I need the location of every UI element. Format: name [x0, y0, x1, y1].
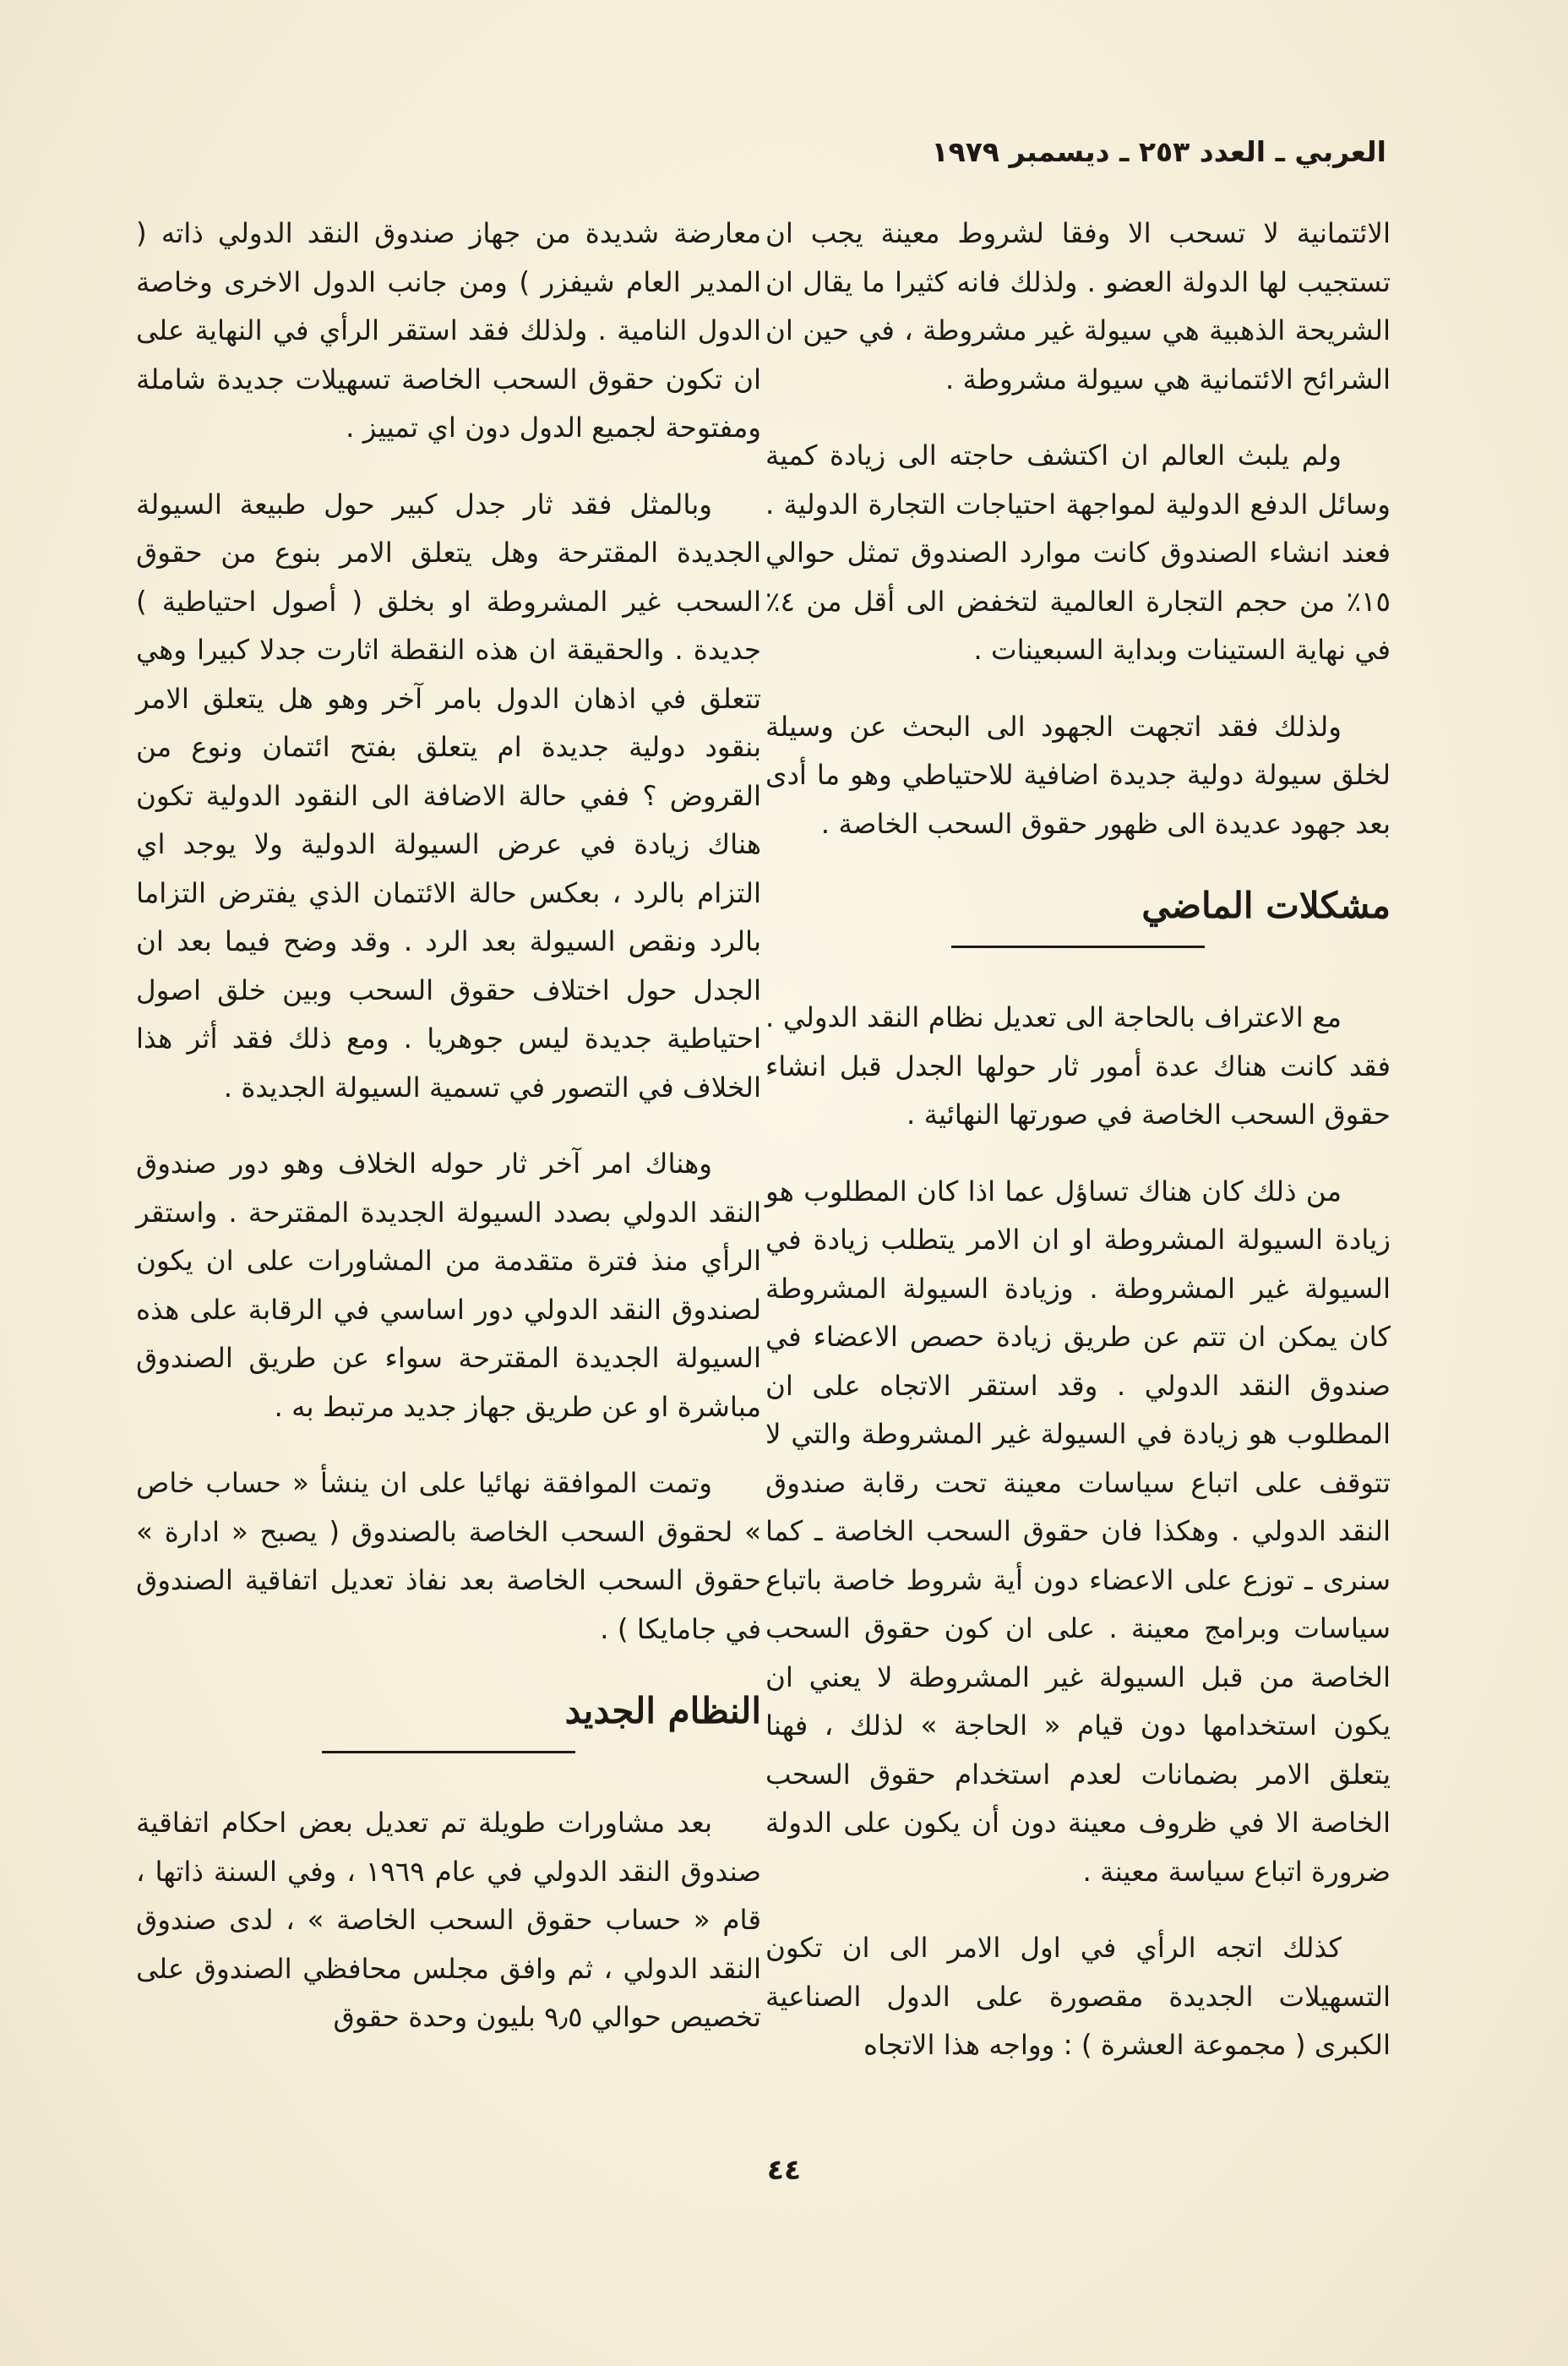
paragraph: مع الاعتراف بالحاجة الى تعديل نظام النقد الدولي . فقد كانت هناك عدة أمور ثار حولها الجدل قبل انشاء حقوق السحب الخاصة في صورتها النهائية .	[765, 1001, 1391, 1131]
left-column	[136, 210, 761, 2070]
section-heading-past-problems: مشكلات الماضي	[1141, 885, 1391, 926]
paragraph: وبالمثل فقد ثار جدل كبير حول طبيعة السيولة الجديدة المقترحة وهل يتعلق الامر بنوع من حقوق السحب غير المشروطة او بخلق ( أصول احتياطية ) جديدة . والحقيقة ان هذه النقطة اثارت جدلا كبيرا وهي تتعلق في اذهان الدول بامر آخر وهو هل يتعلق الامر بنقود دولية جديدة ام يتعلق بفتح ائتمان ونوع من القروض ؟ ففي حالة الاضافة الى النقود الدولية تكون هناك زيادة في عرض السيولة الدولية ولا يوجد اي التزام بالرد ، بعكس حالة الائتمان الذي يفترض التزاما بالرد ونقص السيولة بعد الرد . وقد وضح فيما بعد ان الجدل حول اختلاف حقوق السحب وبين خلق اصول احتياطية جديدة ليس جوهريا . ومع ذلك فقد أثر هذا الخلاف في التصور في تسمية السيولة الجديدة .	[136, 488, 761, 1104]
paragraph: ولم يلبث العالم ان اكتشف حاجته الى زيادة كمية وسائل الدفع الدولية لمواجهة احتياجات التجارة الدولية . فعند انشاء الصندوق كانت موارد الصندوق تمثل حوالي ١٥٪ من حجم التجارة العالمية لتخفض الى أقل من ٤٪ في نهاية الستينات وبداية السبعينات .	[765, 439, 1391, 666]
right-column	[765, 210, 1391, 2098]
running-header: العربي ـ العدد ٢٥٣ ـ ديسمبر ١٩٧٩	[931, 135, 1386, 168]
paragraph: وهناك امر آخر ثار حوله الخلاف وهو دور صندوق النقد الدولي بصدد السيولة الجديدة المقترحة . واستقر الرأي منذ فترة متقدمة من المشاورات على ان يكون لصندوق النقد الدولي دور اساسي في الرقابة على هذه السيولة الجديدة المقترحة سواء عن طريق الصندوق مباشرة او عن طريق جهاز جديد مرتبط به .	[136, 1148, 761, 1423]
section-heading-new-system: النظام الجديد	[564, 1690, 761, 1731]
paragraph: كذلك اتجه الرأي في اول الامر الى ان تكون التسهيلات الجديدة مقصورة على الدول الصناعية الكبرى ( مجموعة العشرة ) : وواجه هذا الاتجاه	[765, 1932, 1391, 2061]
paragraph: ولذلك فقد اتجهت الجهود الى البحث عن وسيلة لخلق سيولة دولية جديدة اضافية للاحتياطي وهو ما أدى بعد جهود عديدة الى ظهور حقوق السحب الخاصة .	[765, 710, 1391, 840]
page-number: ٤٤	[766, 2153, 802, 2186]
paragraph: الائتمانية لا تسحب الا وفقا لشروط معينة يجب ان تستجيب لها الدولة العضو . ولذلك فانه كثيرا ما يقال ان الشريحة الذهبية هي سيولة غير مشروطة ، في حين ان الشرائح الائتمانية هي سيولة مشروطة .	[765, 217, 1391, 395]
paragraph: بعد مشاورات طويلة تم تعديل بعض احكام اتفاقية صندوق النقد الدولي في عام ١٩٦٩ ، وفي السنة ذاتها ، قام « حساب حقوق السحب الخاصة » ، لدى صندوق النقد الدولي ، ثم وافق مجلس محافظي الصندوق على تخصيص حوالي ٩٫٥ بليون وحدة حقوق	[136, 1807, 761, 2033]
paragraph: وتمت الموافقة نهائيا على ان ينشأ « حساب خاص » لحقوق السحب الخاصة بالصندوق ( يصبح « ادارة » حقوق السحب الخاصة بعد نفاذ تعديل اتفاقية الصندوق في جامايكا ) .	[136, 1467, 761, 1645]
paragraph: من ذلك كان هناك تساؤل عما اذا كان المطلوب هو زيادة السيولة المشروطة او ان الامر يتطلب زيادة في السيولة غير المشروطة . وزيادة السيولة المشروطة كان يمكن ان تتم عن طريق زيادة حصص الاعضاء في صندوق النقد الدولي . وقد استقر الاتجاه على ان المطلوب هو زيادة في السيولة غير المشروطة والتي لا تتوقف على اتباع سياسات معينة تحت رقابة صندوق النقد الدولي . وهكذا فان حقوق السحب الخاصة ـ كما سنرى ـ توزع على الاعضاء دون أية شروط خاصة باتباع سياسات وبرامج معينة . على ان كون حقوق السحب الخاصة من قبل السيولة غير المشروطة لا يعني ان يكون استخدامها دون قيام « الحاجة » لذلك ، فهنا يتعلق الامر بضمانات لعدم استخدام حقوق السحب الخاصة الا في ظروف معينة دون أن يكون على الدولة ضرورة اتباع سياسة معينة .	[765, 1175, 1391, 1888]
paragraph: معارضة شديدة من جهاز صندوق النقد الدولي ذاته ( المدير العام شيفزر ) ومن جانب الدول الاخرى وخاصة الدول النامية . ولذلك فقد استقر الرأي في النهاية على ان تكون حقوق السحب الخاصة تسهيلات جديدة شاملة ومفتوحة لجميع الدول دون اي تمييز .	[136, 217, 761, 444]
heading-underline	[951, 946, 1205, 948]
heading-underline	[322, 1751, 575, 1753]
